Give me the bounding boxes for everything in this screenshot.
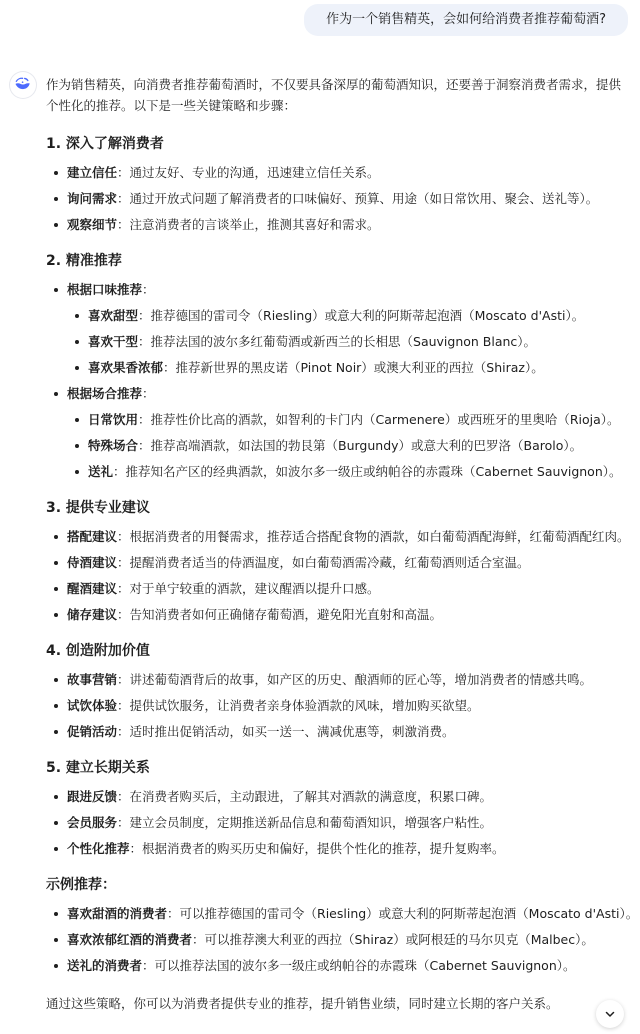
list-item xyxy=(46,212,632,238)
item-label: 侍酒建议 xyxy=(67,555,118,570)
item-text: ：提供试饮服务，让消费者亲身体验酒款的风味，增加购买欲望。 xyxy=(117,698,480,713)
item-label: 喜欢浓郁红酒的消费者 xyxy=(67,932,193,947)
item-text: ：可以推荐澳大利亚的西拉（Shiraz）或阿根廷的马尔贝克（Malbec）。 xyxy=(192,932,594,947)
item-text: ：在消费者购买后，主动跟进，了解其对酒款的满意度，积累口碑。 xyxy=(117,789,493,804)
item-text: ：建立会员制度，定期推送新品信息和葡萄酒知识，增强客户粘性。 xyxy=(117,815,493,830)
item-text: ：可以推荐德国的雷司令（Riesling）或意大利的阿斯蒂起泡酒（Moscato d'Asti）。 xyxy=(167,906,639,921)
item-label: 喜欢甜型 xyxy=(88,308,139,323)
scroll-to-bottom-button[interactable] xyxy=(596,1000,624,1028)
item-label: 会员服务 xyxy=(67,815,118,830)
list-item xyxy=(46,524,632,550)
item-text: ：根据消费者的购买历史和偏好，提供个性化的推荐，提升复购率。 xyxy=(129,841,505,856)
list-item xyxy=(46,186,632,212)
bullet-list xyxy=(46,901,639,979)
item-label: 送礼 xyxy=(88,464,114,479)
section-title: 2. 精准推荐 xyxy=(46,253,122,269)
bullet-list xyxy=(46,784,632,862)
item-label: 储存建议 xyxy=(67,607,118,622)
item-text: ：推荐新世界的黑皮诺（Pinot Noir）或澳大利亚的西拉（Shiraz）。 xyxy=(163,360,544,375)
item-label: 试饮体验 xyxy=(67,698,118,713)
item-text: ：根据消费者的用餐需求，推荐适合搭配食物的酒款，如白葡萄酒配海鲜，红葡萄酒配红肉。 xyxy=(117,529,630,544)
list-item xyxy=(46,784,632,810)
item-label: 喜欢干型 xyxy=(88,334,139,349)
item-label: 日常饮用 xyxy=(88,412,139,427)
item-text: ：注意消费者的言谈举止，推测其喜好和需求。 xyxy=(117,217,380,232)
sub-bullet-list xyxy=(67,303,632,381)
item-label: 建立信任 xyxy=(67,165,118,180)
assistant-avatar xyxy=(10,72,36,98)
list-item xyxy=(46,901,639,927)
sub-list-item xyxy=(67,303,632,329)
item-text: ：适时推出促销活动，如买一送一、满减优惠等，刺激消费。 xyxy=(117,724,455,739)
item-text: ： xyxy=(142,386,155,401)
item-label: 喜欢甜酒的消费者 xyxy=(67,906,168,921)
list-item xyxy=(46,160,632,186)
section-title: 3. 提供专业建议 xyxy=(46,500,150,516)
item-label: 观察细节 xyxy=(67,217,118,232)
bullet-list xyxy=(46,524,632,628)
list-item xyxy=(46,277,632,381)
item-label: 送礼的消费者 xyxy=(67,958,143,973)
item-label: 促销活动 xyxy=(67,724,118,739)
item-label: 特殊场合 xyxy=(88,438,139,453)
item-label: 故事营销 xyxy=(67,672,118,687)
item-text: ：提醒消费者适当的侍酒温度，如白葡萄酒需冷藏，红葡萄酒则适合室温。 xyxy=(117,555,530,570)
user-message-bubble xyxy=(304,4,628,36)
item-text: ：讲述葡萄酒背后的故事，如产区的历史、酿酒师的匠心等，增加消费者的情感共鸣。 xyxy=(117,672,593,687)
item-text: ：推荐法国的波尔多红葡萄酒或新西兰的长相思（Sauvignon Blanc）。 xyxy=(138,334,537,349)
item-text: ：推荐性价比高的酒款，如智利的卡门内（Carmenere）或西班牙的里奥哈（Rioja）。 xyxy=(138,412,620,427)
sub-list-item xyxy=(67,433,632,459)
section-title: 示例推荐： xyxy=(46,877,116,893)
item-label: 询问需求 xyxy=(67,191,118,206)
section-title: 1. 深入了解消费者 xyxy=(46,136,164,152)
list-item xyxy=(46,836,632,862)
bullet-list xyxy=(46,667,632,745)
answer-closing: 通过这些策略，你可以为消费者提供专业的推荐，提升销售业绩，同时建立长期的客户关系。 xyxy=(46,996,559,1011)
item-text: ：告知消费者如何正确储存葡萄酒，避免阳光直射和高温。 xyxy=(117,607,443,622)
list-item xyxy=(46,927,632,953)
item-label: 搭配建议 xyxy=(67,529,118,544)
sub-list-item xyxy=(67,459,632,485)
item-text: ：通过开放式问题了解消费者的口味偏好、预算、用途（如日常饮用、聚会、送礼等）。 xyxy=(117,191,599,206)
assistant-answer xyxy=(46,74,639,979)
answer-intro: 作为销售精英，向消费者推荐葡萄酒时，不仅要具备深厚的葡萄酒知识，还要善于洞察消费者需求，提供个性化的推荐。以下是一些关键策略和步骤： xyxy=(46,77,622,113)
bullet-list xyxy=(46,160,632,238)
item-label: 个性化推荐 xyxy=(67,841,130,856)
chevron-down-icon xyxy=(604,1005,616,1024)
item-label: 根据场合推荐 xyxy=(67,386,143,401)
item-text: ：推荐德国的雷司令（Riesling）或意大利的阿斯蒂起泡酒（Moscato d'Asti）。 xyxy=(138,308,585,323)
item-text: ：推荐高端酒款，如法国的勃艮第（Burgundy）或意大利的巴罗洛（Barolo）。 xyxy=(138,438,583,453)
sub-bullet-list xyxy=(67,407,632,485)
list-item xyxy=(46,810,632,836)
sub-list-item xyxy=(67,407,632,433)
sub-list-item xyxy=(67,355,632,381)
sub-list-item xyxy=(67,329,632,355)
item-text: ：通过友好、专业的沟通，迅速建立信任关系。 xyxy=(117,165,380,180)
item-text: ：可以推荐法国的波尔多一级庄或纳帕谷的赤霞珠（Cabernet Sauvignon）。 xyxy=(142,958,576,973)
list-item xyxy=(46,576,632,602)
section-title: 5. 建立长期关系 xyxy=(46,760,150,776)
item-label: 醒酒建议 xyxy=(67,581,118,596)
item-label: 喜欢果香浓郁 xyxy=(88,360,164,375)
list-item xyxy=(46,381,632,485)
item-text: ： xyxy=(142,282,155,297)
list-item xyxy=(46,953,632,979)
list-item xyxy=(46,602,632,628)
list-item xyxy=(46,693,632,719)
user-message-text: 作为一个销售精英，会如何给消费者推荐葡萄酒? xyxy=(326,12,606,27)
item-label: 根据口味推荐 xyxy=(67,282,143,297)
bullet-list xyxy=(46,277,632,485)
list-item xyxy=(46,550,632,576)
list-item xyxy=(46,719,632,745)
section-title: 4. 创造附加价值 xyxy=(46,643,150,659)
item-label: 跟进反馈 xyxy=(67,789,118,804)
item-text: ：对于单宁较重的酒款，建议醒酒以提升口感。 xyxy=(117,581,380,596)
assistant-logo-icon xyxy=(13,73,33,97)
list-item xyxy=(46,667,632,693)
item-text: ：推荐知名产区的经典酒款，如波尔多一级庄或纳帕谷的赤霞珠（Cabernet Sauvignon）。 xyxy=(113,464,622,479)
